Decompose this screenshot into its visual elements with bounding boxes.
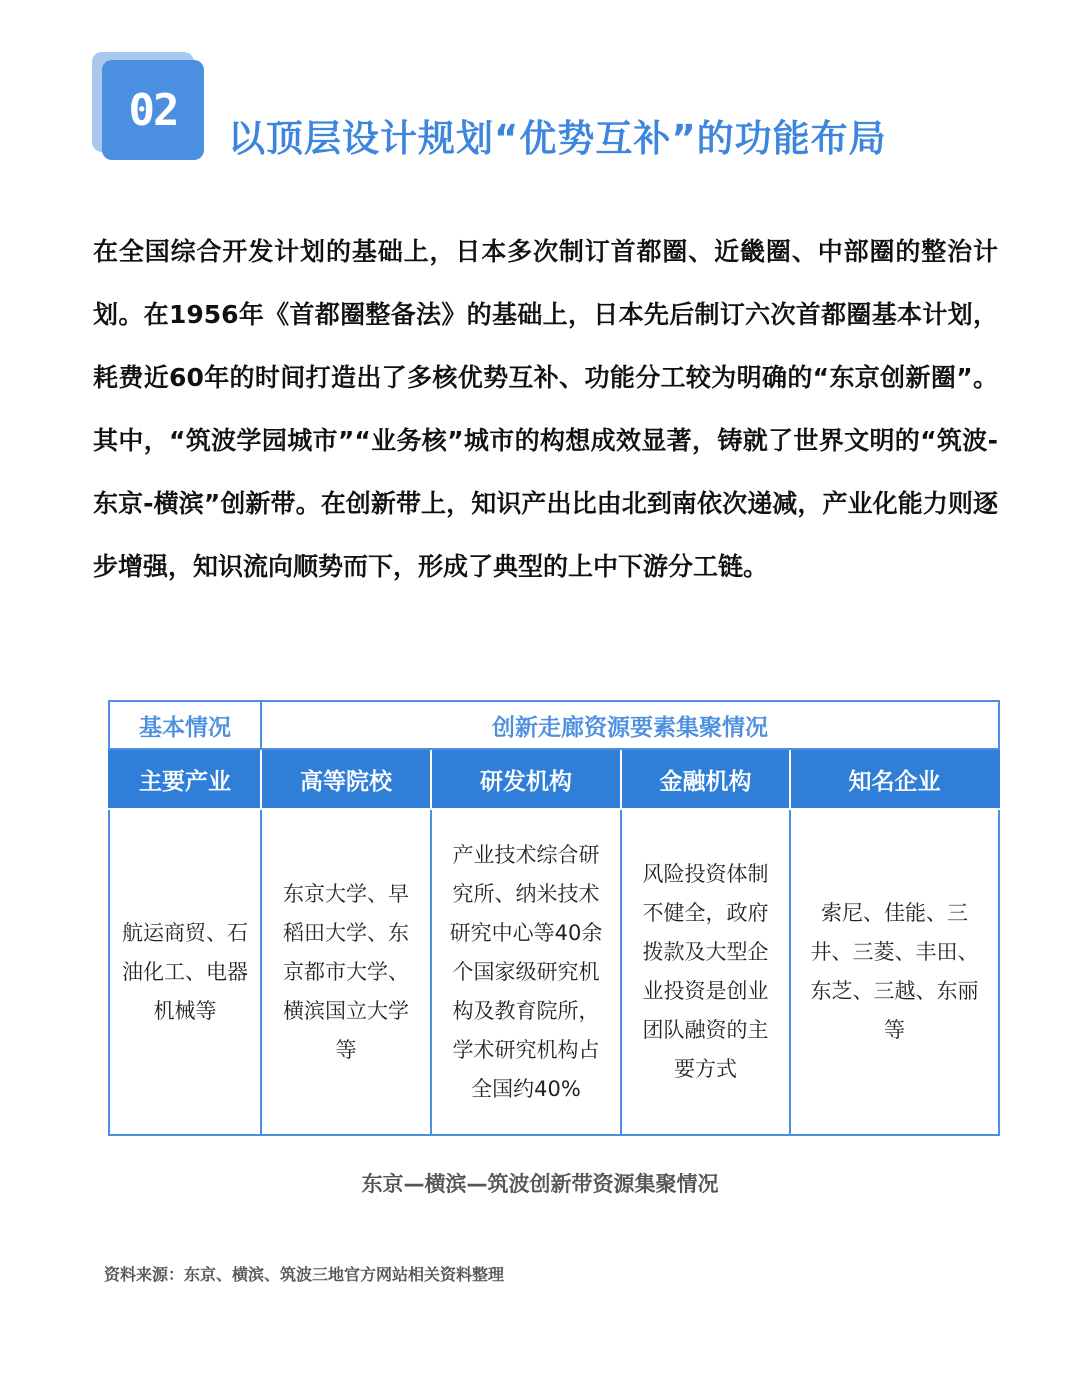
cell-research	[431, 809, 621, 1135]
cell-universities-text: 东京大学、早稻田大学、东京都市大学、横滨国立大学等	[283, 881, 409, 1062]
cell-industry-text: 航运商贸、石油化工、电器机械等	[122, 920, 248, 1023]
cell-research-text: 产业技术综合研究所、纳米技术研究中心等40余个国家级研究机构及教育院所，学术研究机构占全国约40%	[449, 842, 603, 1101]
section-number: 02	[128, 84, 178, 136]
col-header-universities: 高等院校	[261, 749, 431, 809]
table-header-row-2	[109, 749, 999, 809]
col-header-finance: 金融机构	[621, 749, 790, 809]
section-badge	[102, 60, 204, 160]
cell-universities	[261, 809, 431, 1135]
cell-companies-text: 索尼、佳能、三井、三菱、丰田、东芝、三越、东丽等	[810, 901, 979, 1042]
col-header-industry: 主要产业	[109, 749, 261, 809]
table-caption: 东京—横滨—筑波创新带资源集聚情况	[361, 1172, 719, 1196]
col-header-companies: 知名企业	[790, 749, 999, 809]
section-title: 以顶层设计规划“优势互补”的功能布局	[228, 117, 887, 160]
resource-table	[108, 700, 1000, 1136]
header-group: 创新走廊资源要素集聚情况	[261, 701, 999, 749]
cell-industry	[109, 809, 261, 1135]
header-basic: 基本情况	[109, 701, 261, 749]
source-note: 资料来源：东京、横滨、筑波三地官方网站相关资料整理	[104, 1265, 505, 1284]
cell-finance	[621, 809, 790, 1135]
table-row	[109, 809, 999, 1135]
col-header-research: 研发机构	[431, 749, 621, 809]
table-header-row-1	[109, 701, 999, 749]
cell-companies	[790, 809, 999, 1135]
cell-finance-text: 风险投资体制不健全，政府拨款及大型企业投资是创业团队融资的主要方式	[642, 862, 769, 1081]
body-paragraph: 在全国综合开发计划的基础上，日本多次制订首都圈、近畿圈、中部圈的整治计划。在1956年《首都圈整备法》的基础上，日本先后制订六次首都圈基本计划，耗费近60年的时间打造出了多核优势互补、功能分工较为明确的“东京创新圈”。其中，“筑波学园城市”“业务核”城市的构想成效显著，铸就了世界文明的“筑波-东京-横滨”创新带。在创新带上，知识产出比由北到南依次递减，产业化能力则逐步增强，知识流向顺势而下，形成了典型的上中下游分工链。	[93, 237, 998, 581]
